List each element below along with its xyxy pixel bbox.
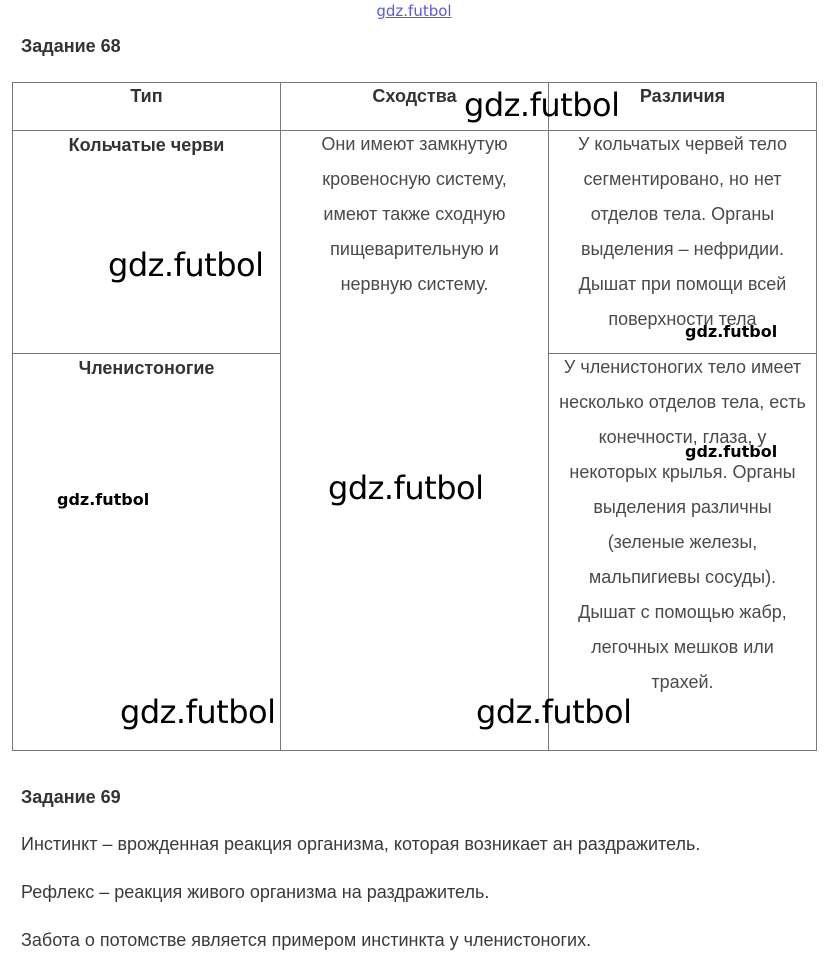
- paragraph-care: Забота о потомстве является примером инстинкта у членистоногих.: [21, 930, 592, 950]
- watermark: gdz.futbol: [120, 693, 276, 731]
- watermark: gdz.futbol: [57, 490, 150, 509]
- site-link[interactable]: gdz.futbol: [376, 2, 452, 20]
- difference-annelids: У кольчатых червей тело сегментировано, но нет отделов тела. Органы выделения – нефридии. Дышат при помощи всей поверхности тела: [578, 134, 787, 329]
- paragraph-instinct: Инстинкт – врожденная реакция организма, которая возникает ан раздражитель.: [21, 834, 701, 854]
- task-69-title: Задание 69: [21, 787, 121, 807]
- column-header-similarities: Сходства: [372, 86, 457, 106]
- column-header-differences: Различия: [639, 86, 726, 106]
- task-68-title: Задание 68: [21, 36, 121, 56]
- table-column-divider-1: [280, 82, 281, 751]
- table-row-divider-left: [12, 353, 280, 354]
- watermark: gdz.futbol: [685, 322, 778, 341]
- watermark: gdz.futbol: [328, 469, 484, 507]
- watermark: gdz.futbol: [476, 693, 632, 731]
- row-type-annelids: Кольчатые черви: [68, 135, 225, 155]
- row-type-arthropods: Членистоногие: [78, 358, 215, 378]
- watermark: gdz.futbol: [108, 246, 264, 284]
- watermark: gdz.futbol: [685, 442, 778, 461]
- column-header-type: Тип: [130, 86, 163, 106]
- table-column-divider-2: [548, 82, 549, 751]
- similarity-cell: Они имеют замкнутую кровеносную систему, имеют также сходную пищеварительную и нервную систему.: [321, 134, 508, 294]
- watermark: gdz.futbol: [464, 86, 620, 124]
- paragraph-reflex: Рефлекс – реакция живого организма на раздражитель.: [21, 882, 490, 902]
- difference-arthropods: У членистоногих тело имеет несколько отделов тела, есть конечности, глаза, у некоторых крылья. Органы выделения различны (зеленые железы, мальпигиевы сосуды). Дышат с помощью жабр, легочных мешков или трахей.: [559, 357, 806, 692]
